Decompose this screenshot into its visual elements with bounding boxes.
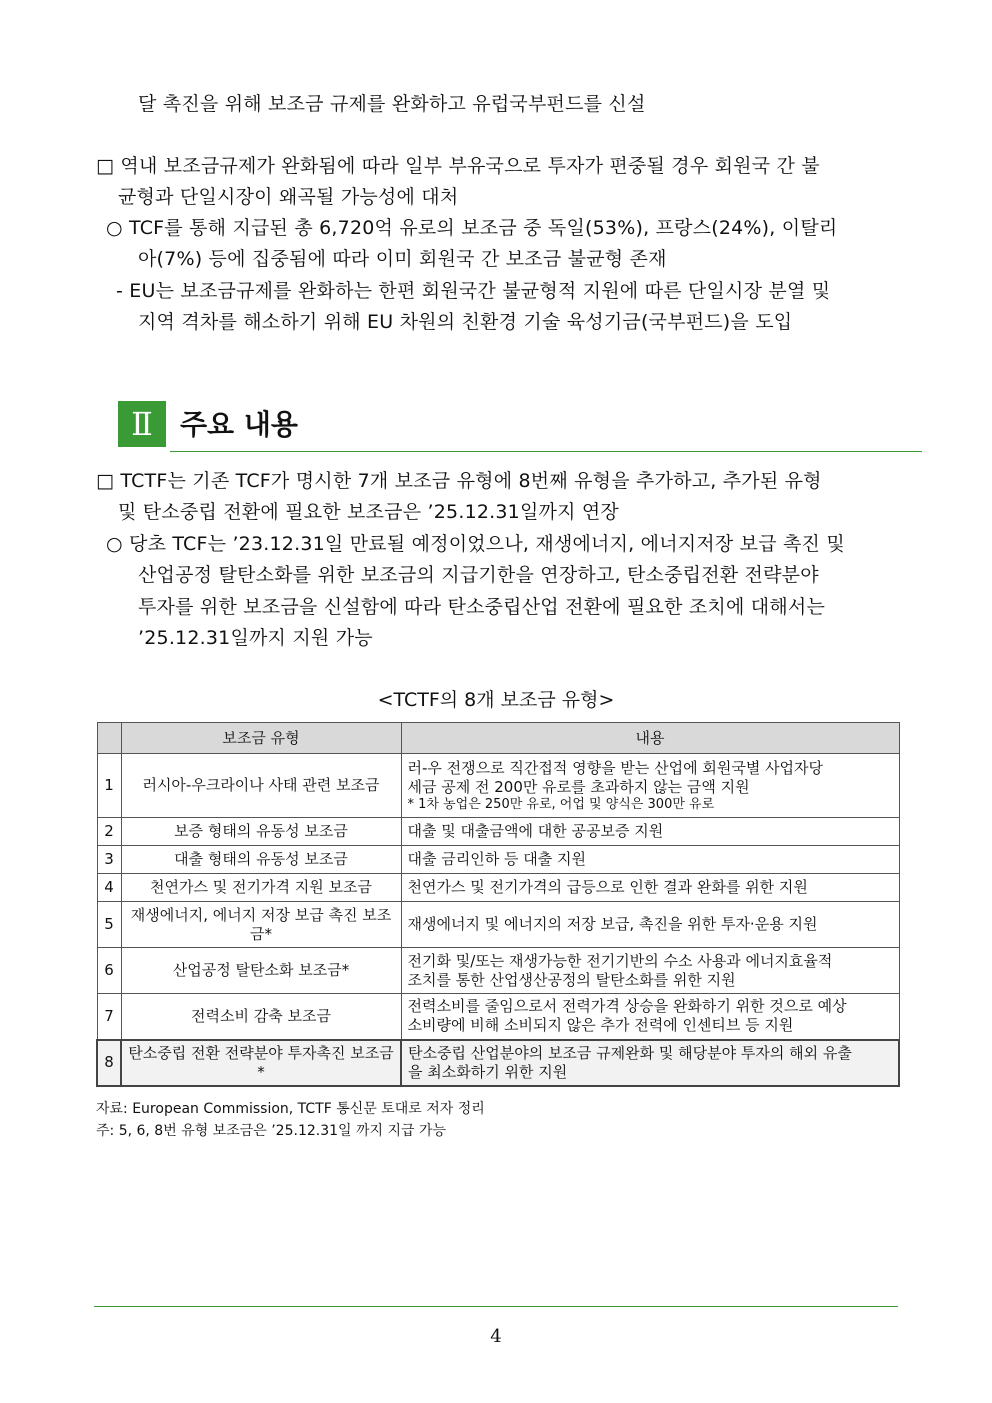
table-row-highlighted — [97, 1040, 899, 1086]
row-desc: 천연가스 및 전기가격의 급등으로 인한 결과 완화를 위한 지원 — [401, 874, 899, 902]
row-number: 1 — [97, 754, 121, 818]
row-desc: 대출 및 대출금액에 대한 공공보증 지원 — [401, 818, 899, 846]
row-type: 산업공정 탈탄소화 보조금* — [121, 948, 401, 994]
row-desc-line: 전력소비를 줄임으로서 전력가격 상승을 완화하기 위한 것으로 예상 — [407, 997, 847, 1016]
row-desc — [401, 948, 899, 994]
row-number: 3 — [97, 846, 121, 874]
row-desc — [401, 994, 899, 1040]
table-header-type: 보조금 유형 — [121, 723, 401, 754]
table-row — [97, 874, 899, 902]
row-desc — [401, 754, 899, 818]
row-type: 탄소중립 전환 전략분야 투자촉진 보조금* — [121, 1040, 401, 1086]
row-number: 6 — [97, 948, 121, 994]
paragraph-line: 달 촉진을 위해 보조금 규제를 완화하고 유럽국부펀드를 신설 — [138, 93, 646, 115]
table-row — [97, 818, 899, 846]
row-type: 보증 형태의 유동성 보조금 — [121, 818, 401, 846]
table-row — [97, 754, 899, 818]
subsidy-type-table — [96, 722, 900, 1087]
paragraph-line: 투자를 위한 보조금을 신설함에 따라 탄소중립산업 전환에 필요한 조치에 대해서는 — [138, 596, 825, 618]
row-desc-note: * 1차 농업은 250만 유로, 어업 및 양식은 300만 유로 — [407, 796, 715, 812]
row-desc-line: 러-우 전쟁으로 직간접적 영향을 받는 산업에 회원국별 사업자당 — [407, 758, 824, 777]
row-desc-line: 전기화 및/또는 재생가능한 전기기반의 수소 사용과 에너지효율적 — [407, 951, 833, 970]
section-underline — [170, 451, 922, 452]
paragraph-line: 아(7%) 등에 집중됨에 따라 이미 회원국 간 보조금 불균형 존재 — [138, 248, 667, 270]
row-desc — [401, 1040, 899, 1086]
paragraph-line: ’25.12.31일까지 지원 가능 — [138, 627, 373, 649]
row-type: 대출 형태의 유동성 보조금 — [121, 846, 401, 874]
row-desc-line: 소비량에 비해 소비되지 않은 추가 전력에 인센티브 등 지원 — [407, 1016, 794, 1035]
table-caption: <TCTF의 8개 보조금 유형> — [377, 689, 615, 711]
row-desc-line: 탄소중립 산업분야의 보조금 규제완화 및 해당분야 투자의 해외 유출 — [408, 1043, 852, 1062]
paragraph-line: □ TCTF는 기존 TCF가 명시한 7개 보조금 유형에 8번째 유형을 추가하고, 추가된 유형 — [96, 470, 822, 492]
row-desc: 재생에너지 및 에너지의 저장 보급, 촉진을 위한 투자·운용 지원 — [401, 902, 899, 948]
row-number: 4 — [97, 874, 121, 902]
row-type: 러시아-우크라이나 사태 관련 보조금 — [121, 754, 401, 818]
row-type: 재생에너지, 에너지 저장 보급 촉진 보조금* — [121, 902, 401, 948]
row-desc-line: 을 최소화하기 위한 지원 — [408, 1062, 568, 1081]
paragraph-line: 및 탄소중립 전환에 필요한 보조금은 ’25.12.31일까지 연장 — [118, 501, 619, 523]
footer-divider — [94, 1306, 898, 1307]
table-header-desc: 내용 — [401, 723, 899, 754]
row-number: 2 — [97, 818, 121, 846]
table-header-row — [97, 723, 899, 754]
row-type: 천연가스 및 전기가격 지원 보조금 — [121, 874, 401, 902]
paragraph-line: - EU는 보조금규제를 완화하는 한편 회원국간 불균형적 지원에 따른 단일시장 분열 및 — [116, 280, 831, 302]
paragraph-line: □ 역내 보조금규제가 완화됨에 따라 일부 부유국으로 투자가 편중될 경우 회원국 간 불 — [96, 155, 820, 177]
row-number: 5 — [97, 902, 121, 948]
table-source: 자료: European Commission, TCTF 통신문 토대로 저자 정리 — [96, 1101, 485, 1117]
row-desc-line: 세금 공제 전 200만 유로를 초과하지 않는 금액 지원 — [407, 777, 750, 796]
row-desc-line: 조치를 통한 산업생산공정의 탈탄소화를 위한 지원 — [407, 970, 736, 989]
page-number: 4 — [490, 1326, 502, 1347]
row-number: 7 — [97, 994, 121, 1040]
paragraph-line: 균형과 단일시장이 왜곡될 가능성에 대처 — [118, 186, 459, 208]
table-row — [97, 846, 899, 874]
table-header-num — [97, 723, 121, 754]
table-note: 주: 5, 6, 8번 유형 보조금은 ’25.12.31일 까지 지급 가능 — [96, 1123, 447, 1139]
table-row — [97, 948, 899, 994]
paragraph-line: ○ 당초 TCF는 ’23.12.31일 만료될 예정이었으나, 재생에너지, 에너지저장 보급 촉진 및 — [106, 533, 845, 555]
section-number-badge: Ⅱ — [118, 401, 166, 447]
table-row — [97, 994, 899, 1040]
row-type: 전력소비 감축 보조금 — [121, 994, 401, 1040]
row-number: 8 — [97, 1040, 121, 1086]
table-row — [97, 902, 899, 948]
row-desc: 대출 금리인하 등 대출 지원 — [401, 846, 899, 874]
paragraph-line: 산업공정 탈탄소화를 위한 보조금의 지급기한을 연장하고, 탄소중립전환 전략분야 — [138, 564, 819, 586]
paragraph-line: 지역 격차를 해소하기 위해 EU 차원의 친환경 기술 육성기금(국부펀드)을 도입 — [138, 311, 793, 333]
section-title: 주요 내용 — [180, 408, 298, 441]
paragraph-line: ○ TCF를 통해 지급된 총 6,720억 유로의 보조금 중 독일(53%), 프랑스(24%), 이탈리 — [106, 217, 838, 239]
